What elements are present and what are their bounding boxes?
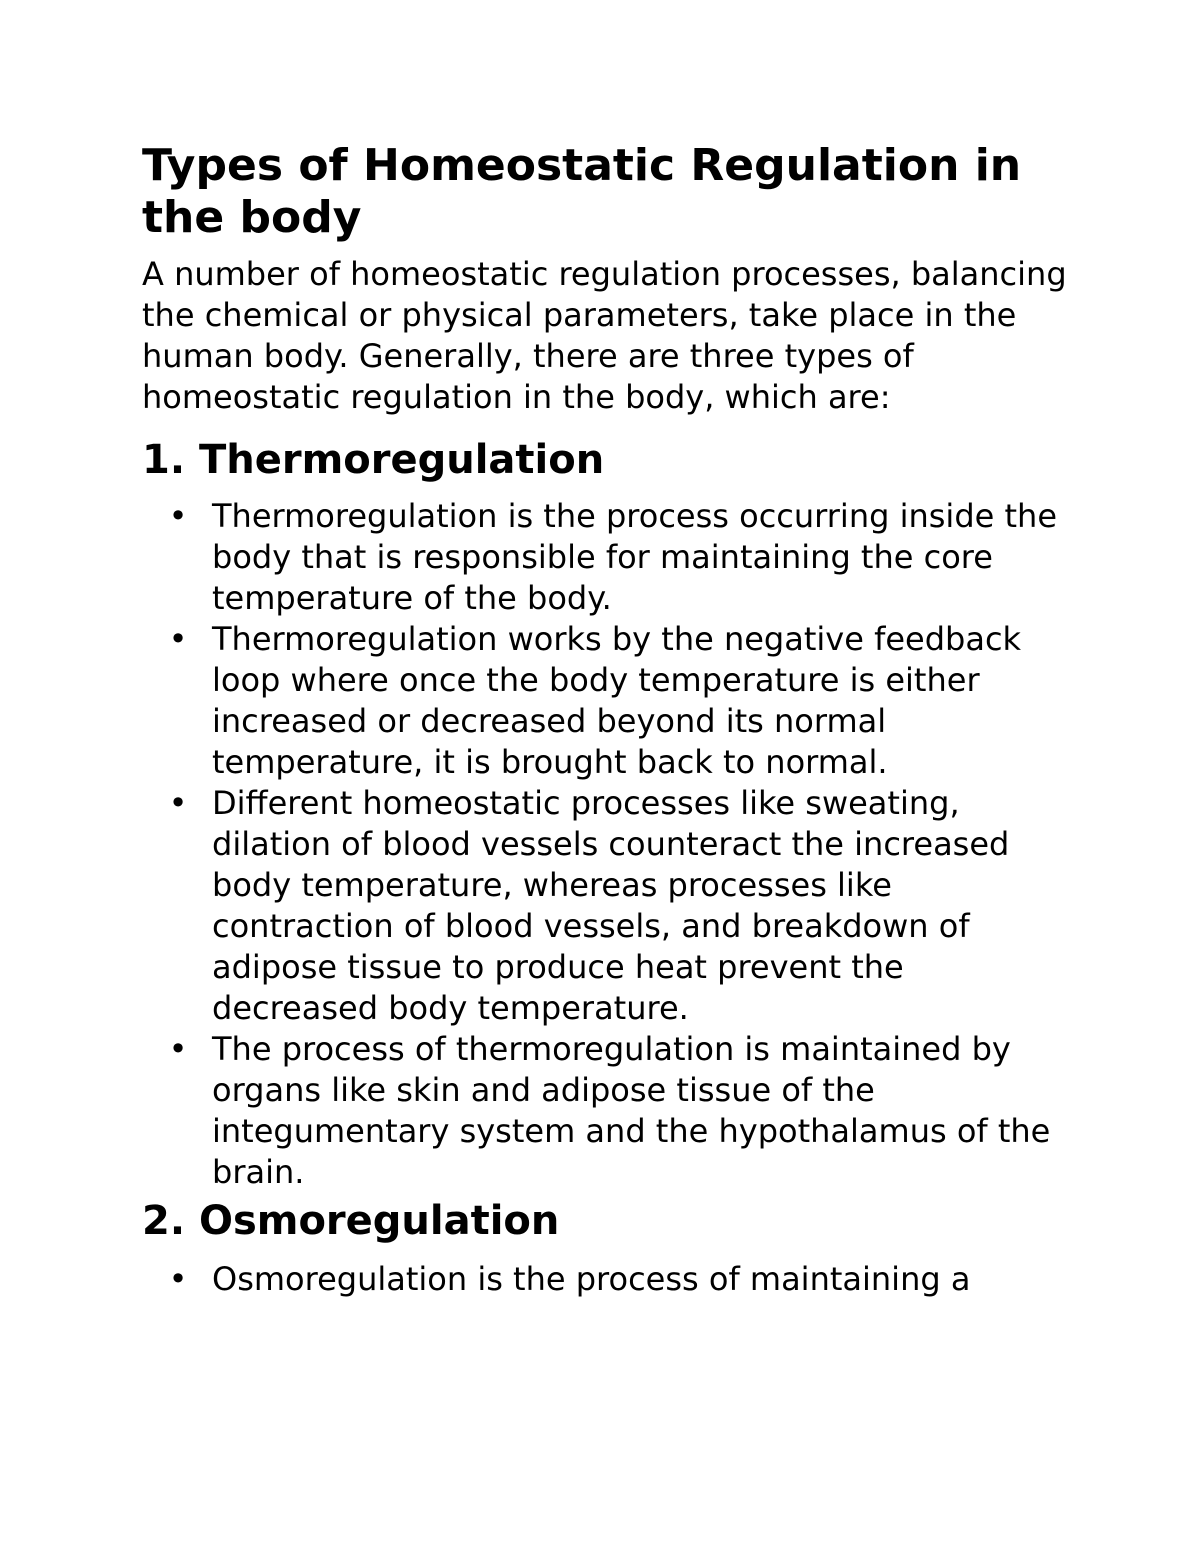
list-item-text: Osmoregulation is the process of maintaining a (212, 1260, 971, 1298)
bullet-icon: • (168, 1030, 188, 1068)
bullet-icon: • (168, 620, 188, 658)
list-item-text: Thermoregulation works by the negative feedback loop where once the body temperature is either increased or decreased beyond its normal temperature, it is brought back to normal. (212, 620, 1022, 781)
list-item (142, 783, 1072, 1029)
list-item-text: Thermoregulation is the process occurring inside the body that is responsible for maintaining the core temperature of the body. (212, 497, 1057, 617)
bullet-icon: • (168, 497, 188, 535)
bullet-list (142, 496, 1072, 1193)
document-page (142, 140, 1072, 1300)
section-heading: 2. Osmoregulation (142, 1198, 560, 1244)
section-heading: 1. Thermoregulation (142, 437, 605, 483)
bullet-icon: • (168, 784, 188, 822)
list-item-text: Different homeostatic processes like sweating, dilation of blood vessels counteract the increased body temperature, whereas processes like contraction of blood vessels, and breakdown of adipose tissue to produce heat prevent the decreased body temperature. (212, 784, 1010, 1027)
bullet-icon: • (168, 1260, 188, 1298)
list-item (142, 1029, 1072, 1193)
list-item (142, 619, 1072, 783)
list-item (142, 496, 1072, 619)
bullet-list (142, 1259, 1072, 1300)
list-item-text: The process of thermoregulation is maintained by organs like skin and adipose tissue of the integumentary system and the hypothalamus of the brain. (212, 1030, 1051, 1191)
intro-paragraph: A number of homeostatic regulation processes, balancing the chemical or physical parameters, take place in the human body. Generally, there are three types of homeostatic regulation in the body, which are: (142, 255, 1067, 416)
document-title: Types of Homeostatic Regulation in the body (142, 140, 1022, 243)
section-thermoregulation (142, 436, 1072, 1193)
list-item (142, 1259, 1072, 1300)
section-osmoregulation (142, 1197, 1072, 1300)
